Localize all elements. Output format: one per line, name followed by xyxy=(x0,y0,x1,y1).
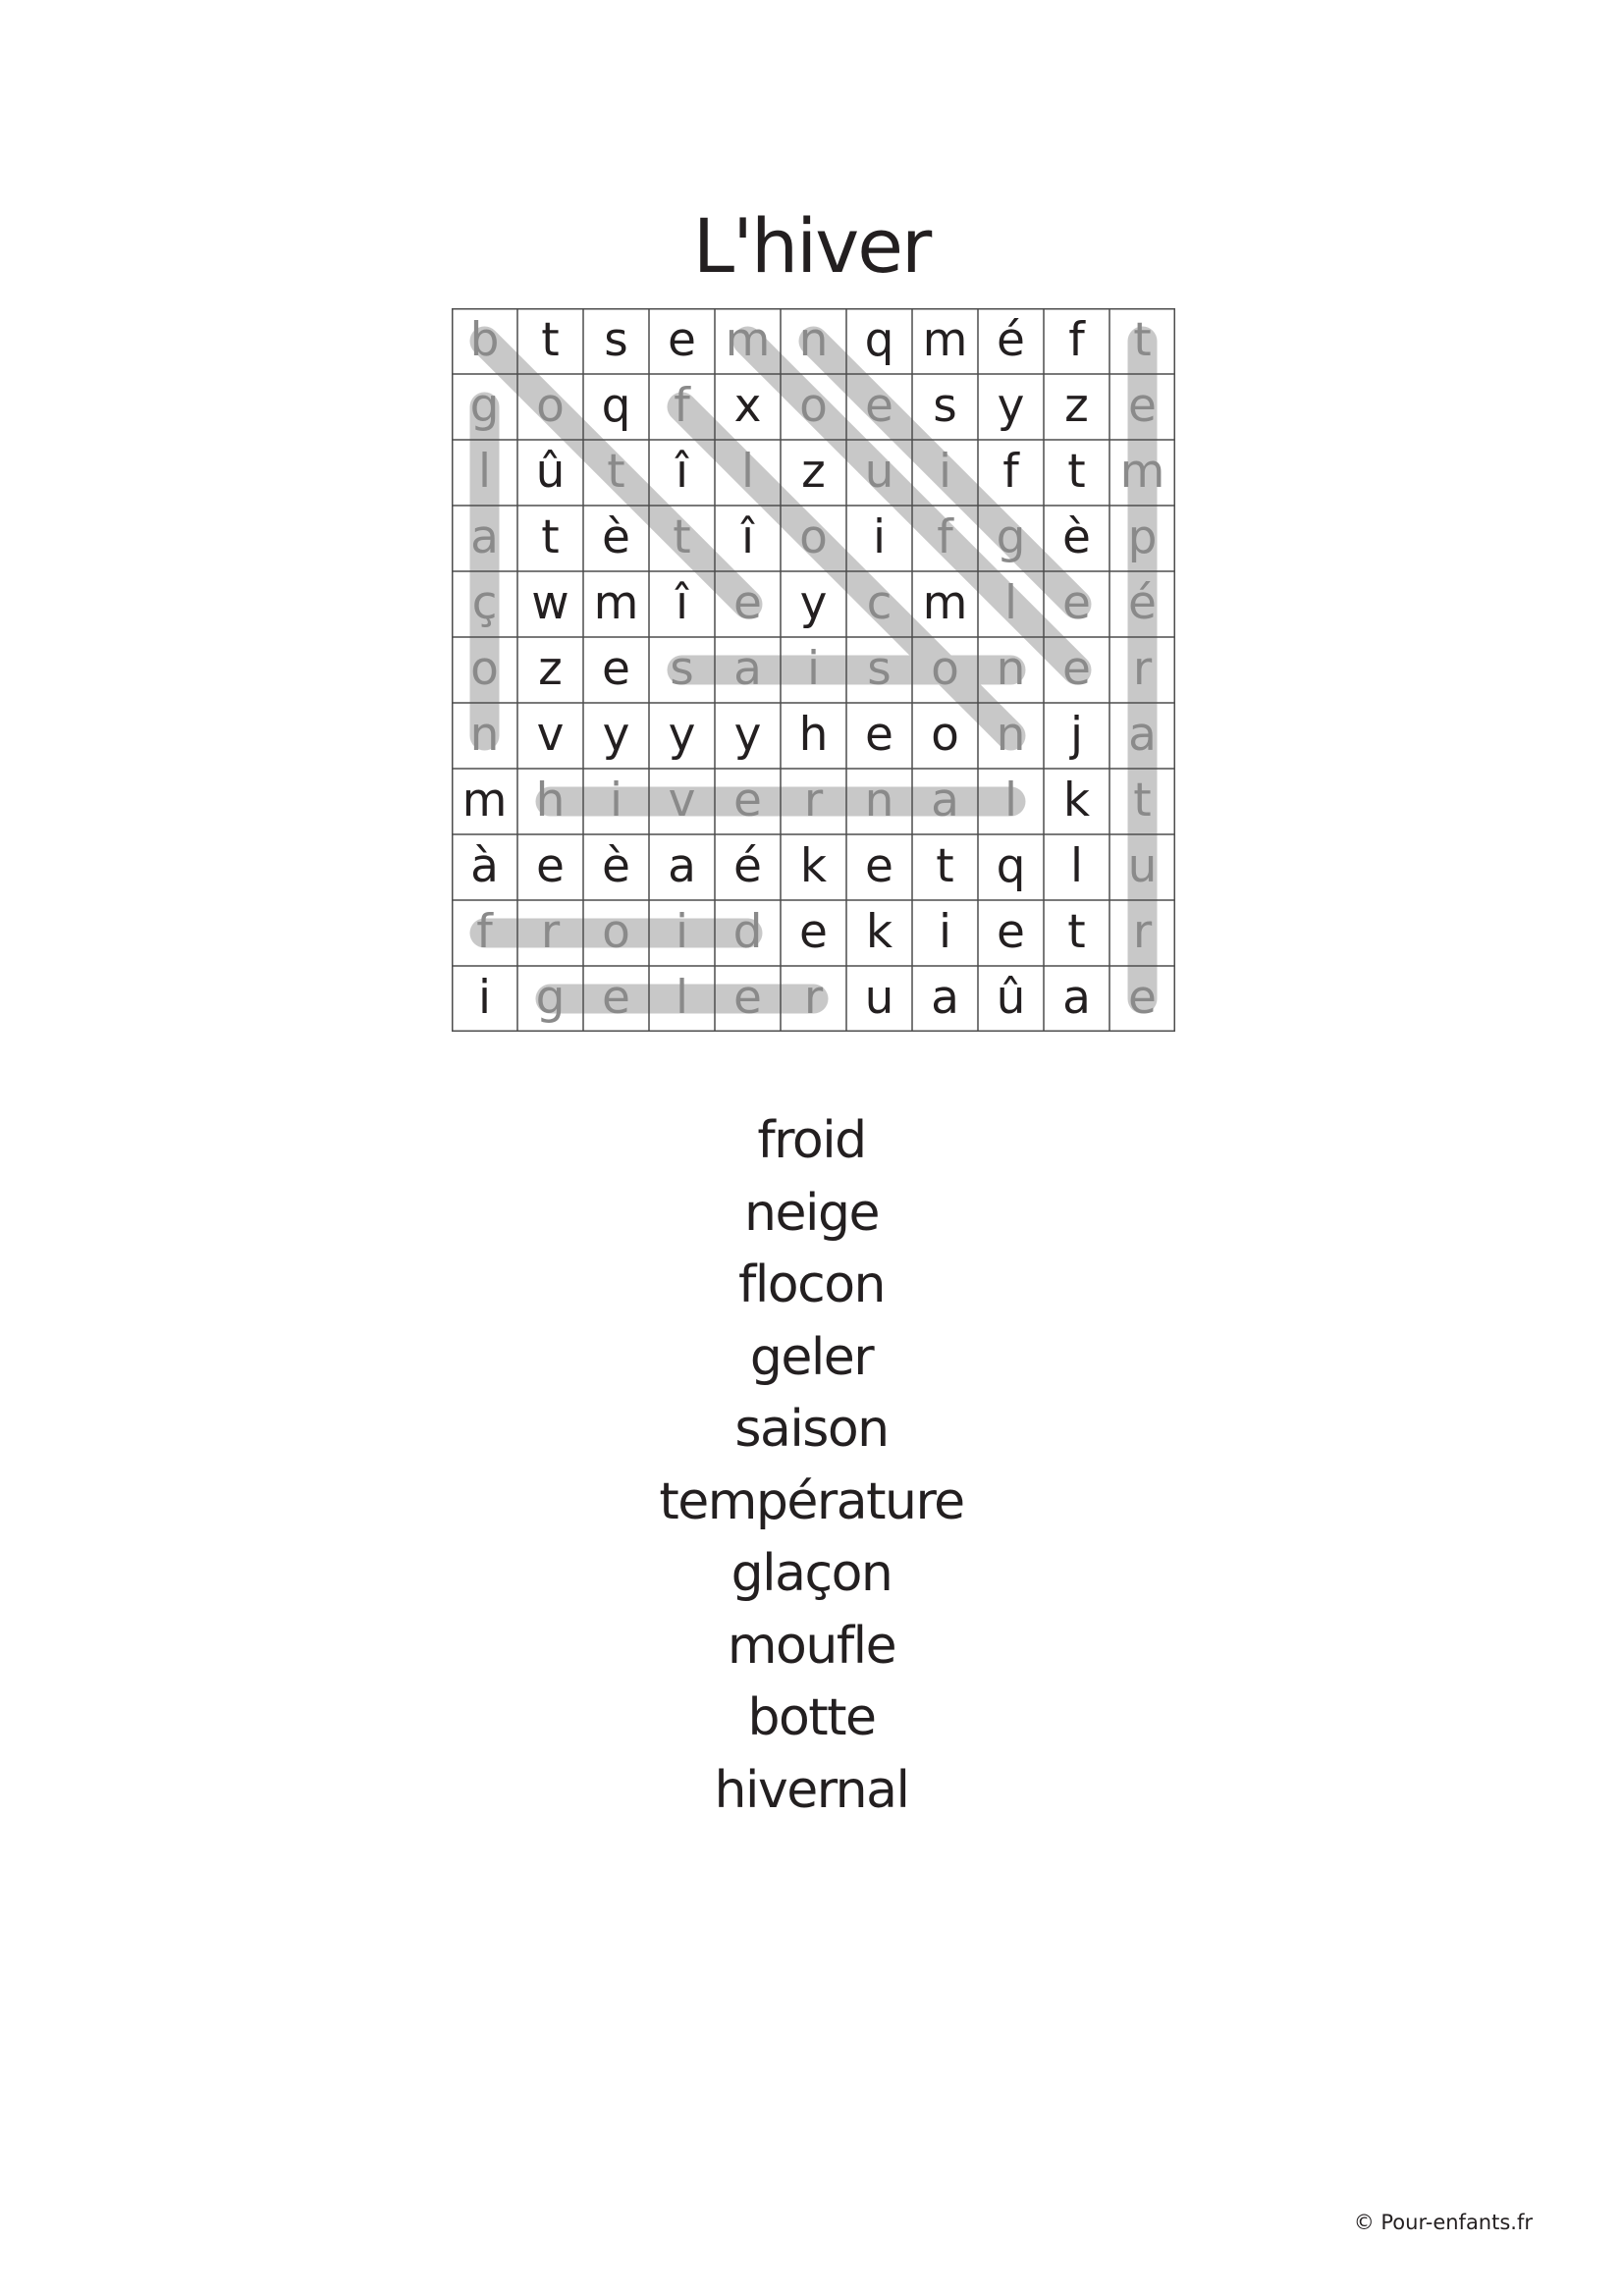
grid-lines xyxy=(452,308,1175,1032)
grid-cell: e xyxy=(865,708,893,762)
grid-cell: c xyxy=(866,576,893,630)
grid-cell: e xyxy=(536,839,565,893)
grid-cell: z xyxy=(1064,379,1089,433)
grid-cell: z xyxy=(538,642,563,696)
grid-cell: l xyxy=(675,971,689,1025)
grid-cell: l xyxy=(1069,839,1084,893)
grid-cell: i xyxy=(938,445,952,499)
grid-cell: e xyxy=(1062,576,1091,630)
grid-cell: s xyxy=(933,379,957,433)
grid-cell: k xyxy=(1062,774,1091,828)
grid-cell: u xyxy=(864,971,894,1025)
grid-cell: e xyxy=(733,774,762,828)
word-list-item: flocon xyxy=(738,1255,885,1314)
grid-cell: e xyxy=(733,576,762,630)
grid-cell: i xyxy=(806,642,821,696)
grid-cell: g xyxy=(469,379,500,433)
grid-cell: e xyxy=(1128,379,1157,433)
grid-cell: m xyxy=(922,576,968,630)
grid-cell: v xyxy=(668,774,696,828)
grid-cell: è xyxy=(1062,510,1091,564)
grid-cell: i xyxy=(675,905,689,959)
grid-cell: p xyxy=(1127,510,1158,564)
grid-cell: l xyxy=(477,445,492,499)
grid-cell: k xyxy=(865,905,893,959)
grid-cell: q xyxy=(601,379,631,433)
grid-cell: l xyxy=(740,445,755,499)
grid-cell: y xyxy=(668,708,696,762)
grid-cell: y xyxy=(997,379,1025,433)
word-list-item: saison xyxy=(734,1400,889,1459)
word-list-item: glaçon xyxy=(730,1544,893,1603)
grid-cell: t xyxy=(673,510,691,564)
grid-cell: è xyxy=(602,510,630,564)
grid-cell: f xyxy=(674,379,690,433)
grid-cell: r xyxy=(803,971,824,1025)
grid-cell: e xyxy=(602,642,630,696)
grid-cell: è xyxy=(602,839,630,893)
grid-cell: n xyxy=(798,313,829,367)
grid-cell: l xyxy=(1003,774,1018,828)
grid-cell: u xyxy=(864,445,894,499)
grid-cell: i xyxy=(609,774,623,828)
grid-cell: i xyxy=(477,971,492,1025)
grid-cell: ç xyxy=(471,576,498,630)
grid-cell: b xyxy=(469,313,500,367)
grid-cell: t xyxy=(1067,905,1086,959)
grid-cell: e xyxy=(865,839,893,893)
page-title: L'hiver xyxy=(692,202,931,290)
grid-cell: t xyxy=(936,839,954,893)
grid-cell: é xyxy=(1128,576,1157,630)
grid-cell: t xyxy=(607,445,625,499)
grid-cell: g xyxy=(996,510,1026,564)
grid-cell: a xyxy=(931,971,959,1025)
grid-cell: o xyxy=(931,708,959,762)
grid-cell: n xyxy=(864,774,894,828)
grid-cell: m xyxy=(593,576,639,630)
word-list-item: geler xyxy=(749,1327,874,1387)
grid-cell: e xyxy=(865,379,893,433)
grid-cell: û xyxy=(996,971,1026,1025)
grid-cell: d xyxy=(732,905,763,959)
grid-cell: n xyxy=(996,642,1026,696)
word-list-item: hivernal xyxy=(714,1760,909,1820)
grid-cell: o xyxy=(536,379,565,433)
grid-cell: e xyxy=(799,905,828,959)
grid-cell: a xyxy=(470,510,499,564)
grid-cell: a xyxy=(1062,971,1091,1025)
grid-cell: z xyxy=(801,445,826,499)
grid-cell: l xyxy=(1003,576,1018,630)
grid-cell: y xyxy=(602,708,630,762)
grid-cell: i xyxy=(872,510,887,564)
grid-cell: k xyxy=(799,839,828,893)
grid-cell: e xyxy=(997,905,1025,959)
grid-cell: q xyxy=(864,313,894,367)
grid-cell: f xyxy=(1068,313,1085,367)
grid-cell: î xyxy=(740,510,755,564)
grid-cell: o xyxy=(799,510,828,564)
grid-cell: f xyxy=(476,905,493,959)
grid-cell: o xyxy=(602,905,630,959)
grid-cell: î xyxy=(675,576,689,630)
grid-cell: s xyxy=(867,642,892,696)
word-list xyxy=(0,1105,1623,1827)
grid-cell: t xyxy=(541,510,560,564)
word-list-item: neige xyxy=(744,1183,879,1243)
grid-cell: é xyxy=(997,313,1025,367)
grid-cell: û xyxy=(535,445,566,499)
grid-cell: q xyxy=(996,839,1026,893)
grid-cell: o xyxy=(931,642,959,696)
grid-cell: m xyxy=(725,313,771,367)
grid-cell: n xyxy=(469,708,500,762)
grid-cell: j xyxy=(1069,708,1084,762)
grid-cell: w xyxy=(531,576,569,630)
grid-cell: t xyxy=(1133,313,1152,367)
grid-cell: t xyxy=(1133,774,1152,828)
grid-cell: r xyxy=(803,774,824,828)
grid-cell: r xyxy=(1132,642,1153,696)
grid-cell: n xyxy=(996,708,1026,762)
grid-cell: e xyxy=(602,971,630,1025)
grid-cell: x xyxy=(733,379,762,433)
grid-cell: o xyxy=(470,642,499,696)
grid-cell: r xyxy=(1132,905,1153,959)
grid-cell: m xyxy=(461,774,508,828)
grid-cell: g xyxy=(535,971,566,1025)
grid-cell: a xyxy=(931,774,959,828)
grid-cell: v xyxy=(536,708,565,762)
grid-cell: e xyxy=(1128,971,1157,1025)
grid-cell: e xyxy=(668,313,696,367)
grid-cell: a xyxy=(733,642,762,696)
grid-cell: î xyxy=(675,445,689,499)
grid-cell: y xyxy=(799,576,828,630)
grid-cell: a xyxy=(1128,708,1157,762)
grid-cell: e xyxy=(733,971,762,1025)
grid-cell: s xyxy=(670,642,694,696)
word-list-item: moufle xyxy=(727,1616,896,1676)
copyright-footer: © Pour-enfants.fr xyxy=(1353,2211,1533,2234)
grid-cell: e xyxy=(1062,642,1091,696)
grid-cell: h xyxy=(798,708,829,762)
grid-cell: f xyxy=(937,510,953,564)
grid-cell: h xyxy=(535,774,566,828)
grid-cell: o xyxy=(799,379,828,433)
grid-cell: s xyxy=(604,313,628,367)
grid-cell: m xyxy=(922,313,968,367)
word-list-item: botte xyxy=(747,1688,876,1747)
word-list-item: froid xyxy=(757,1111,866,1170)
grid-cell: r xyxy=(540,905,561,959)
grid-cell: à xyxy=(470,839,499,893)
word-list-item: température xyxy=(659,1471,964,1531)
grid-cell: t xyxy=(541,313,560,367)
grid-cell: i xyxy=(938,905,952,959)
grid-cell: a xyxy=(668,839,696,893)
grid-cell: u xyxy=(1127,839,1158,893)
grid-cell: é xyxy=(733,839,762,893)
word-search-grid xyxy=(452,308,1175,1032)
grid-cell: t xyxy=(1067,445,1086,499)
grid-cell: y xyxy=(733,708,762,762)
grid-cell: m xyxy=(1119,445,1165,499)
grid-cell: f xyxy=(1002,445,1019,499)
